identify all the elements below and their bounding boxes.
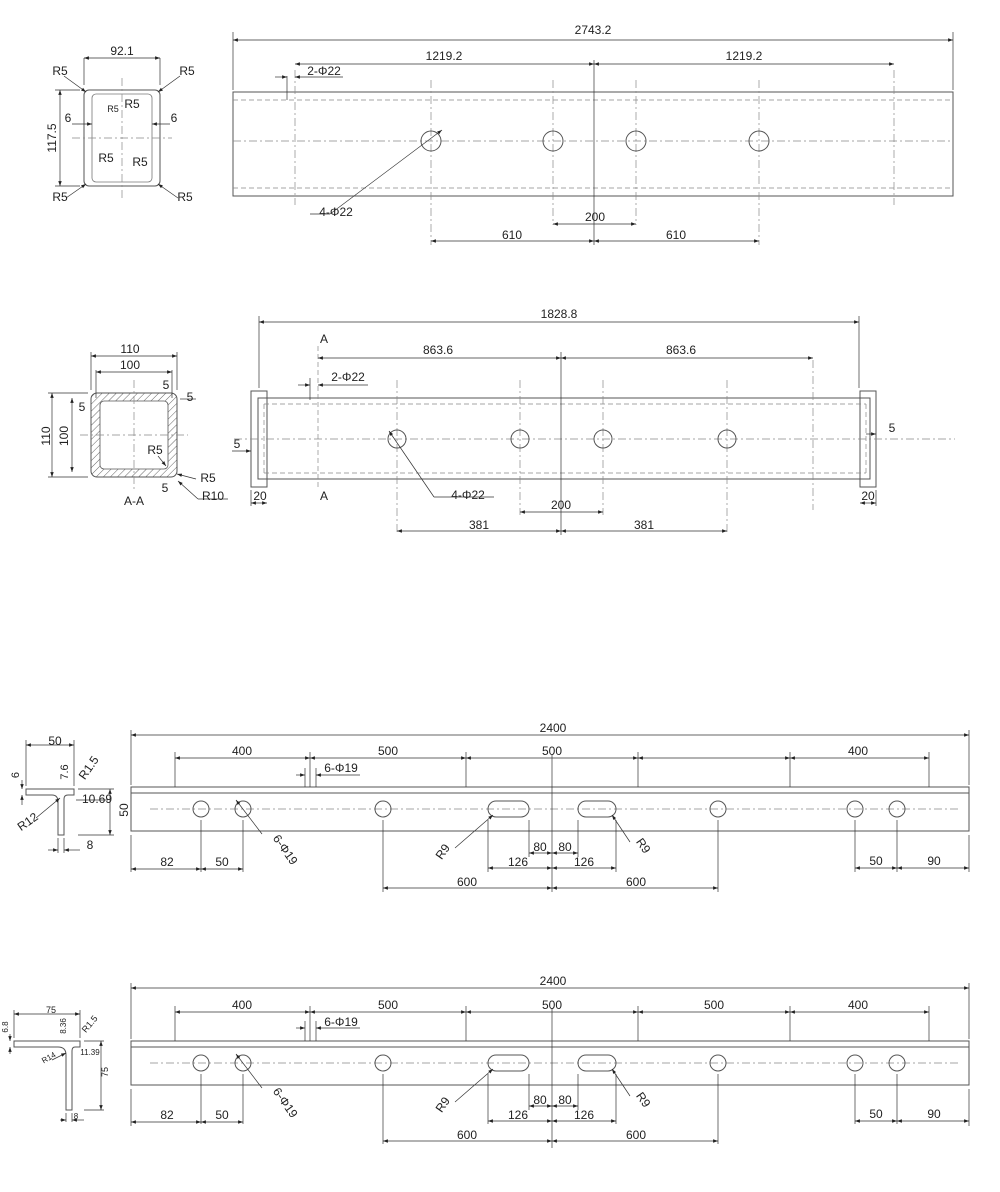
angle1-bottom-second: 50 <box>215 855 229 869</box>
angle2-right-small: 50 <box>869 1107 883 1121</box>
angle1-right-small: 50 <box>869 854 883 868</box>
angle1-center-left: 600 <box>456 875 478 889</box>
angle2-elevation <box>131 974 969 1148</box>
beam2-offset-left: 5 <box>233 437 241 451</box>
beam1-wall-right: 6 <box>170 111 178 125</box>
angle1-right-end: 90 <box>927 854 941 868</box>
beam1-r-br: R5 <box>177 190 193 204</box>
angle2-holes-bottom: 6-Φ19 <box>269 1084 301 1121</box>
beam2-offset-right: 5 <box>888 421 896 435</box>
angle1-slot-len-right: 126 <box>573 855 595 869</box>
beam2-wall-t3: 5 <box>78 400 86 414</box>
angle2-slot-len-left: 126 <box>507 1108 529 1122</box>
angle2-slot-r-left: R9 <box>432 1094 453 1116</box>
angle2-r-root: R14 <box>40 1050 58 1066</box>
beam2-inner-h: 100 <box>57 425 71 447</box>
angle1-pitch-5: 400 <box>847 744 869 758</box>
beam2-r-big: R10 <box>201 489 225 503</box>
angle2-bottom-second: 50 <box>215 1108 229 1122</box>
beam1-r-mid-left: R5 <box>98 151 114 165</box>
angle2-thk: 6.8 <box>1 1021 10 1033</box>
angle2-gauge: 11.39 <box>80 1048 100 1057</box>
beam2-left-span: 381 <box>468 518 490 532</box>
angle2-right-end: 90 <box>927 1107 941 1121</box>
beam2-wall-t2: 5 <box>186 390 194 404</box>
angle2-slot-pitch-left: 80 <box>533 1093 547 1107</box>
angle2-slot-r-right: R9 <box>633 1089 654 1111</box>
angle2-pitch-3: 500 <box>541 998 563 1012</box>
angle1-r-tip: R1.5 <box>75 753 102 783</box>
beam2-cut-top: A <box>319 332 329 346</box>
beam2-half-right: 863.6 <box>665 343 697 357</box>
angle1-pitch-2: 500 <box>377 744 399 758</box>
beam1-center-gap: 200 <box>584 210 606 224</box>
angle1-leg-h: 50 <box>48 734 62 748</box>
angle2-pitch-2: 500 <box>377 998 399 1012</box>
beam2-half-left: 863.6 <box>422 343 454 357</box>
beam1-r-inner: R5 <box>124 97 140 111</box>
beam1-small-holes: 2-Φ22 <box>307 64 341 78</box>
beam2-inner-w: 100 <box>119 358 141 372</box>
beam1-r-mid-right: R5 <box>132 155 148 169</box>
beam1-r-bl: R5 <box>52 190 68 204</box>
angle1-slot-r-right: R9 <box>633 835 654 857</box>
angle2-center-right: 600 <box>625 1128 647 1142</box>
angle1-center-right: 600 <box>625 875 647 889</box>
angle1-slot-pitch-right: 80 <box>558 840 572 854</box>
beam2-section <box>39 342 228 508</box>
angle2-leg-v: 75 <box>100 1066 110 1078</box>
beam1-r-tr: R5 <box>179 64 195 78</box>
beam1-big-holes: 4-Φ22 <box>319 205 353 219</box>
beam2-wall-t1: 5 <box>162 378 170 392</box>
angle1-slot-len-left: 126 <box>507 855 529 869</box>
angle2-slot-len-right: 126 <box>573 1108 595 1122</box>
beam1-wall-left: 6 <box>64 111 72 125</box>
angle2-holes-top: 6-Φ19 <box>324 1015 358 1029</box>
angle1-pitch-1: 400 <box>231 744 253 758</box>
angle1-bottom-left: 82 <box>160 855 174 869</box>
angle2-bottom-left: 82 <box>160 1108 174 1122</box>
beam1-elevation <box>233 23 953 245</box>
beam2-outer-h: 110 <box>39 426 53 446</box>
beam2-overall: 1828.8 <box>540 307 578 321</box>
angle1-gauge: 10.69 <box>81 792 113 806</box>
angle1-leg-v: 50 <box>117 803 131 817</box>
beam1-section <box>45 44 195 204</box>
beam1-section-width: 92.1 <box>110 44 134 58</box>
angle1-root: 7.6 <box>59 764 71 780</box>
angle2-pitch-1: 400 <box>231 998 253 1012</box>
angle1-thk: 6 <box>10 771 22 779</box>
angle2-pitch-4: 500 <box>703 998 725 1012</box>
beam2-plate-left: 20 <box>253 489 267 503</box>
angle1-holes-bottom: 6-Φ19 <box>269 831 301 868</box>
beam1-half-right: 1219.2 <box>725 49 763 63</box>
angle1-r-root: R12 <box>14 809 41 834</box>
beam1-left-span: 610 <box>501 228 523 242</box>
angle1-section <box>10 734 131 853</box>
beam2-big-holes: 4-Φ22 <box>451 488 485 502</box>
angle2-leg-h: 75 <box>45 1005 57 1015</box>
angle2-root: 8.36 <box>59 1018 68 1034</box>
beam2-r-inner: R5 <box>147 443 163 457</box>
angle1-tip: 8 <box>86 838 94 852</box>
angle2-slot-pitch-right: 80 <box>558 1093 572 1107</box>
beam2-r-outer: R5 <box>200 471 216 485</box>
angle2-r-tip: R1.5 <box>79 1013 100 1035</box>
angle2-overall: 2400 <box>539 974 567 988</box>
beam2-right-span: 381 <box>633 518 655 532</box>
angle2-section <box>1 1005 110 1122</box>
beam1-r-inner-small: R5 <box>107 104 119 114</box>
beam2-elevation <box>232 307 955 535</box>
beam1-r-tl: R5 <box>52 64 68 78</box>
beam2-center-gap: 200 <box>550 498 572 512</box>
angle1-holes-top: 6-Φ19 <box>324 761 358 775</box>
beam1-overall: 2743.2 <box>574 23 612 37</box>
angle2-tip: 8 <box>73 1112 79 1121</box>
beam1-section-height: 117.5 <box>45 123 59 153</box>
angle1-slot-r-left: R9 <box>432 841 453 863</box>
beam1-right-span: 610 <box>665 228 687 242</box>
angle1-slot-pitch-left: 80 <box>533 840 547 854</box>
angle2-center-left: 600 <box>456 1128 478 1142</box>
beam2-wall-t4: 5 <box>161 481 169 495</box>
beam2-outer-w: 110 <box>120 342 140 356</box>
angle2-pitch-5: 400 <box>847 998 869 1012</box>
angle1-pitch-3: 500 <box>541 744 563 758</box>
beam2-small-holes: 2-Φ22 <box>331 370 365 384</box>
beam2-section-label: A-A <box>123 494 145 508</box>
angle1-elevation <box>131 721 969 892</box>
beam1-half-left: 1219.2 <box>425 49 463 63</box>
angle1-overall: 2400 <box>539 721 567 735</box>
beam2-plate-right: 20 <box>861 489 875 503</box>
beam2-cut-bottom: A <box>319 489 329 503</box>
